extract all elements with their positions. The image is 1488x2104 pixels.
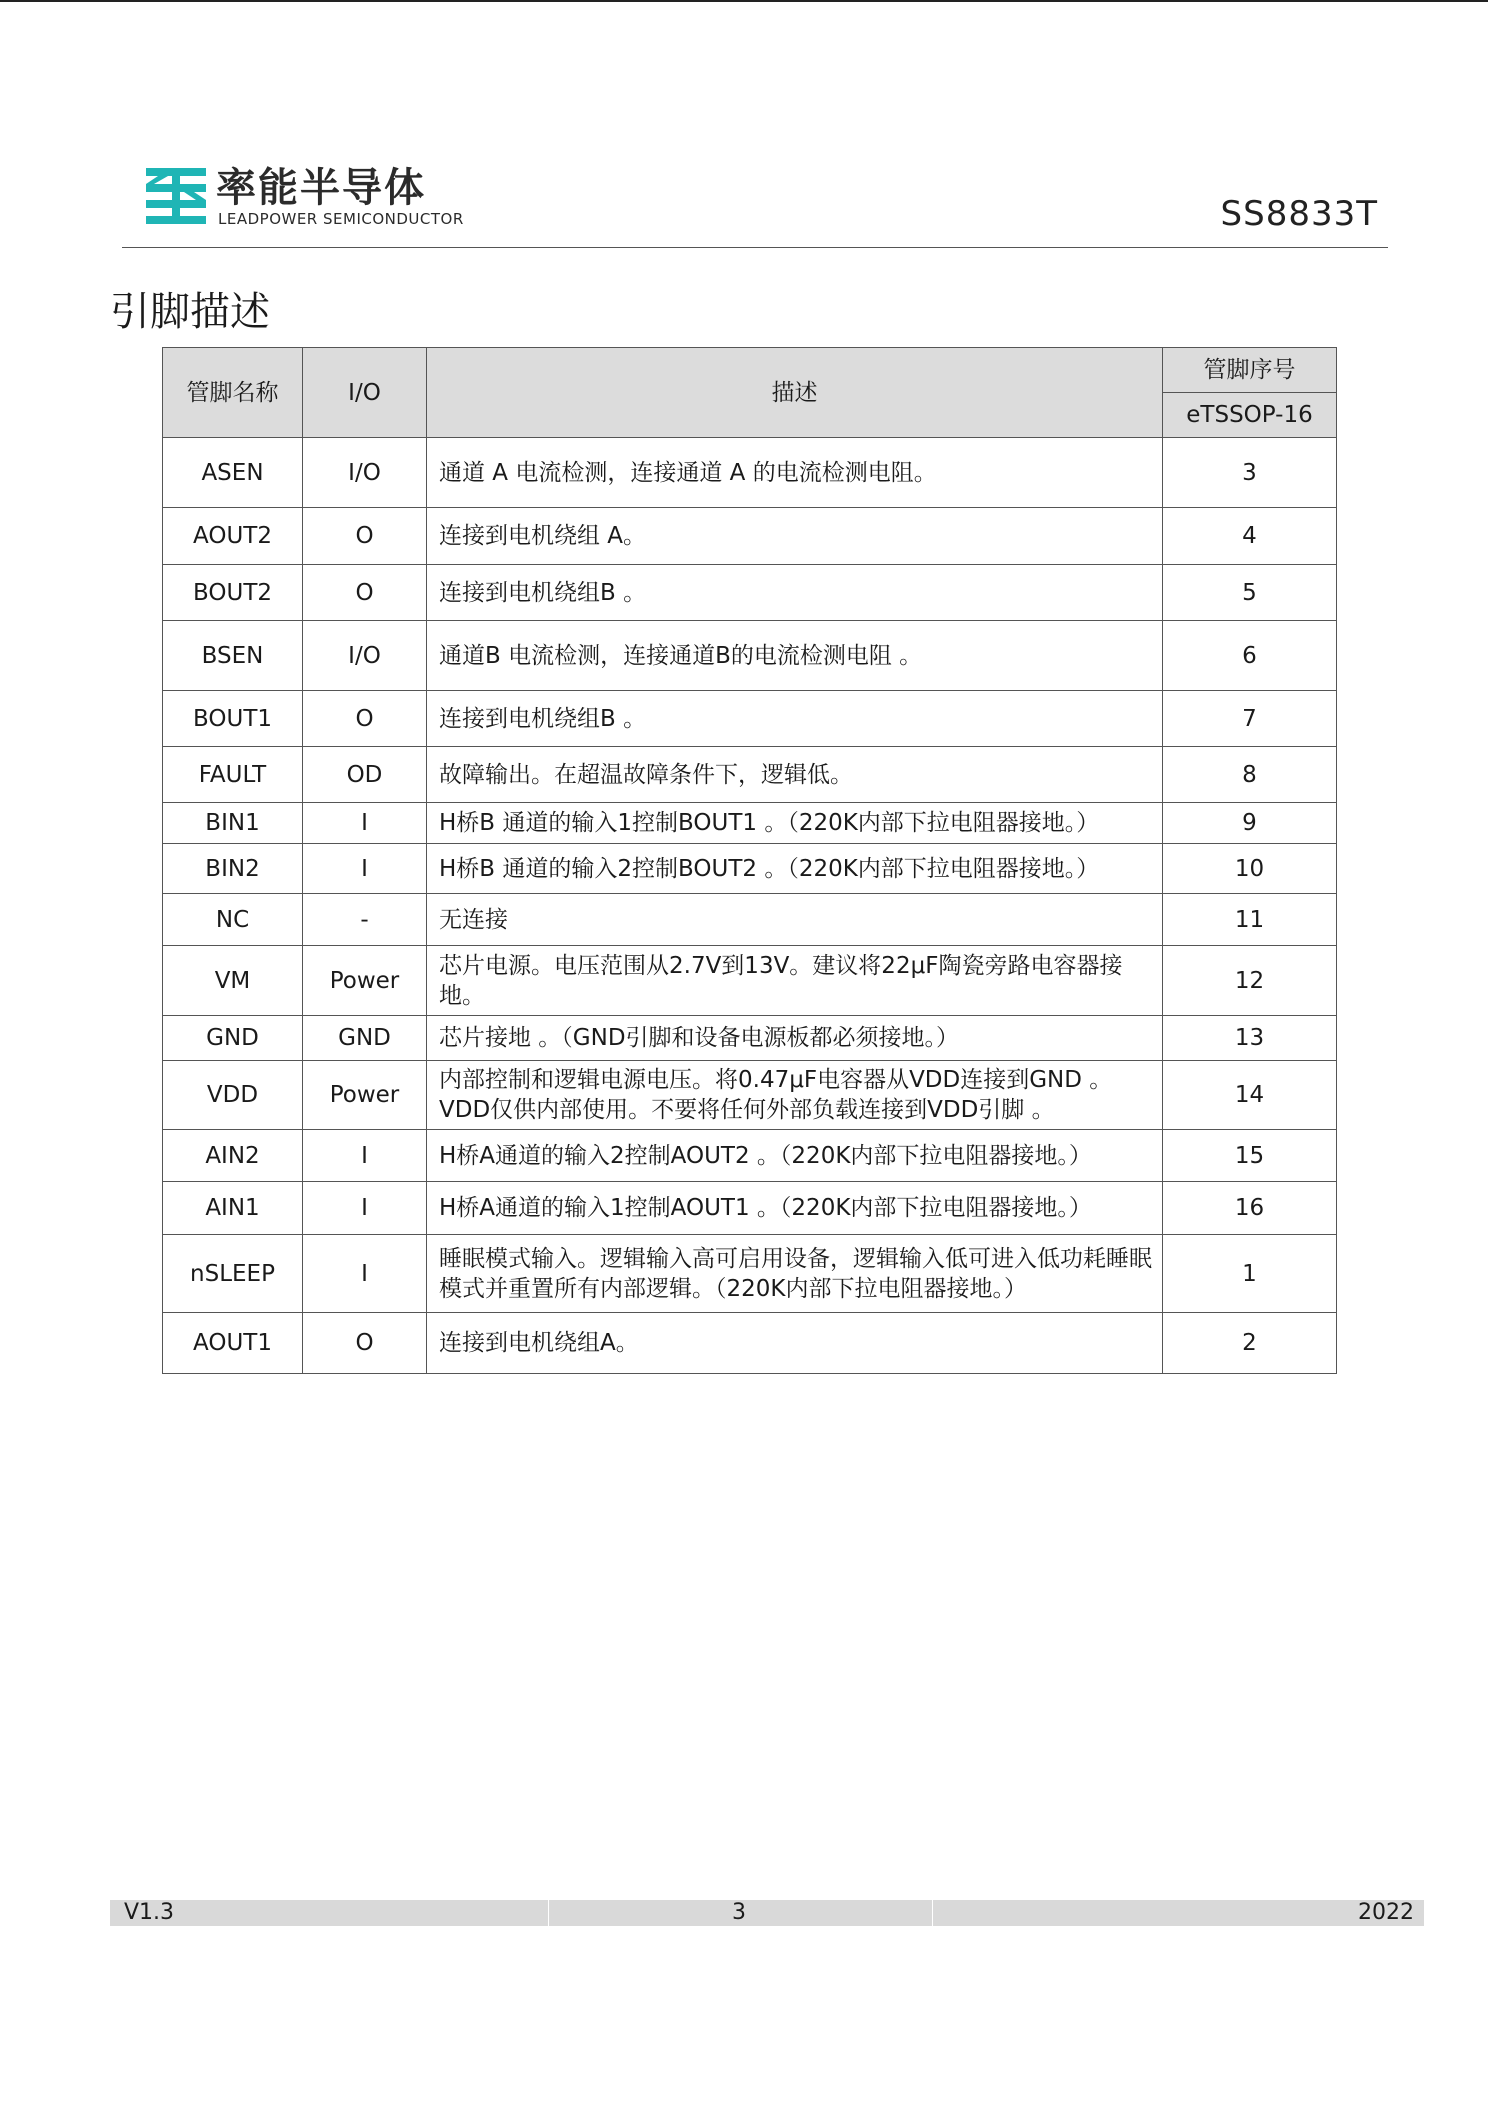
table-row xyxy=(163,565,1337,621)
pin-number-cell: 16 xyxy=(1163,1182,1337,1235)
header-pin-number: 管脚序号 xyxy=(1163,348,1337,393)
pin-name-cell: VM xyxy=(163,946,303,1016)
pin-description-cell: 无连接 xyxy=(427,894,1163,946)
pin-name-cell: BIN2 xyxy=(163,844,303,894)
pin-number-cell: 13 xyxy=(1163,1016,1337,1061)
table-row xyxy=(163,1016,1337,1061)
table-row xyxy=(163,894,1337,946)
pin-io-cell: O xyxy=(303,691,427,747)
pin-number-cell: 2 xyxy=(1163,1313,1337,1374)
footer-divider xyxy=(548,1900,549,1926)
footer-version: V1.3 xyxy=(124,1900,175,1925)
pin-name-cell: ASEN xyxy=(163,438,303,508)
pin-description-cell: 连接到电机绕组B 。 xyxy=(427,691,1163,747)
pin-name-cell: BSEN xyxy=(163,621,303,691)
table-row xyxy=(163,803,1337,844)
pin-description-cell: 连接到电机绕组B 。 xyxy=(427,565,1163,621)
pin-name-cell: VDD xyxy=(163,1061,303,1130)
pin-description-cell: H桥B 通道的输入2控制BOUT2 。（220K内部下拉电阻器接地。） xyxy=(427,844,1163,894)
pin-io-cell: I/O xyxy=(303,621,427,691)
pin-io-cell: I xyxy=(303,803,427,844)
pin-name-cell: FAULT xyxy=(163,747,303,803)
pin-number-cell: 6 xyxy=(1163,621,1337,691)
table-row xyxy=(163,691,1337,747)
header-divider xyxy=(122,247,1388,248)
logo-english-text: LEADPOWER SEMICONDUCTOR xyxy=(218,210,464,228)
pin-io-cell: O xyxy=(303,508,427,565)
pin-name-cell: BOUT1 xyxy=(163,691,303,747)
pin-io-cell: Power xyxy=(303,1061,427,1130)
pin-number-cell: 3 xyxy=(1163,438,1337,508)
company-logo xyxy=(146,166,466,230)
pin-number-cell: 8 xyxy=(1163,747,1337,803)
page-top-border xyxy=(0,0,1488,2)
model-number: SS8833T xyxy=(1220,194,1378,234)
pin-number-cell: 15 xyxy=(1163,1130,1337,1182)
table-row xyxy=(163,1182,1337,1235)
pin-number-cell: 10 xyxy=(1163,844,1337,894)
pin-io-cell: - xyxy=(303,894,427,946)
pin-number-cell: 12 xyxy=(1163,946,1337,1016)
pin-number-cell: 4 xyxy=(1163,508,1337,565)
pin-number-cell: 9 xyxy=(1163,803,1337,844)
pin-io-cell: Power xyxy=(303,946,427,1016)
table-header-row xyxy=(163,348,1337,393)
pin-description-cell: 睡眠模式输入。逻辑输入高可启用设备，逻辑输入低可进入低功耗睡眠模式并重置所有内部逻辑。（220K内部下拉电阻器接地。） xyxy=(427,1235,1163,1313)
pin-name-cell: AIN1 xyxy=(163,1182,303,1235)
pin-name-cell: AIN2 xyxy=(163,1130,303,1182)
table-row xyxy=(163,508,1337,565)
table-row xyxy=(163,1061,1337,1130)
pin-description-cell: H桥B 通道的输入1控制BOUT1 。（220K内部下拉电阻器接地。） xyxy=(427,803,1163,844)
pin-io-cell: O xyxy=(303,565,427,621)
table-row xyxy=(163,1130,1337,1182)
pin-io-cell: I xyxy=(303,1182,427,1235)
table-row xyxy=(163,1235,1337,1313)
pin-description-cell: 连接到电机绕组A。 xyxy=(427,1313,1163,1374)
table-row xyxy=(163,946,1337,1016)
pin-number-cell: 14 xyxy=(1163,1061,1337,1130)
table-row xyxy=(163,621,1337,691)
pin-name-cell: BIN1 xyxy=(163,803,303,844)
pin-description-table xyxy=(162,347,1337,1374)
pin-io-cell: O xyxy=(303,1313,427,1374)
pin-io-cell: GND xyxy=(303,1016,427,1061)
pin-name-cell: NC xyxy=(163,894,303,946)
pin-number-cell: 1 xyxy=(1163,1235,1337,1313)
pin-number-cell: 5 xyxy=(1163,565,1337,621)
pin-description-cell: H桥A通道的输入2控制AOUT2 。（220K内部下拉电阻器接地。） xyxy=(427,1130,1163,1182)
header-package: eTSSOP-16 xyxy=(1163,393,1337,438)
pin-io-cell: I xyxy=(303,844,427,894)
logo-mark-icon xyxy=(146,168,206,226)
pin-description-cell: 芯片电源。电压范围从2.7V到13V。建议将22μF陶瓷旁路电容器接地。 xyxy=(427,946,1163,1016)
footer-year: 2022 xyxy=(1358,1900,1414,1925)
pin-io-cell: I/O xyxy=(303,438,427,508)
pin-description-cell: 通道 A 电流检测，连接通道 A 的电流检测电阻。 xyxy=(427,438,1163,508)
header-description: 描述 xyxy=(427,348,1163,438)
page-footer xyxy=(110,1900,1424,1926)
pin-description-cell: 内部控制和逻辑电源电压。将0.47μF电容器从VDD连接到GND 。VDD仅供内部使用。不要将任何外部负载连接到VDD引脚 。 xyxy=(427,1061,1163,1130)
footer-divider xyxy=(932,1900,933,1926)
pin-description-cell: 芯片接地 。（GND引脚和设备电源板都必须接地。） xyxy=(427,1016,1163,1061)
pin-name-cell: AOUT2 xyxy=(163,508,303,565)
section-title: 引脚描述 xyxy=(110,289,270,335)
header-io: I/O xyxy=(303,348,427,438)
pin-description-cell: H桥A通道的输入1控制AOUT1 。（220K内部下拉电阻器接地。） xyxy=(427,1182,1163,1235)
pin-name-cell: BOUT2 xyxy=(163,565,303,621)
table-row xyxy=(163,844,1337,894)
footer-page-number: 3 xyxy=(732,1900,746,1925)
pin-name-cell: AOUT1 xyxy=(163,1313,303,1374)
header-pin-name: 管脚名称 xyxy=(163,348,303,438)
pin-number-cell: 7 xyxy=(1163,691,1337,747)
table-row xyxy=(163,747,1337,803)
pin-name-cell: GND xyxy=(163,1016,303,1061)
pin-number-cell: 11 xyxy=(1163,894,1337,946)
pin-description-cell: 故障输出。在超温故障条件下，逻辑低。 xyxy=(427,747,1163,803)
pin-description-cell: 连接到电机绕组 A。 xyxy=(427,508,1163,565)
pin-io-cell: I xyxy=(303,1235,427,1313)
logo-chinese-text: 率能半导体 xyxy=(216,165,426,211)
table-row xyxy=(163,1313,1337,1374)
pin-io-cell: OD xyxy=(303,747,427,803)
pin-io-cell: I xyxy=(303,1130,427,1182)
table-row xyxy=(163,438,1337,508)
pin-name-cell: nSLEEP xyxy=(163,1235,303,1313)
pin-description-cell: 通道B 电流检测，连接通道B的电流检测电阻 。 xyxy=(427,621,1163,691)
